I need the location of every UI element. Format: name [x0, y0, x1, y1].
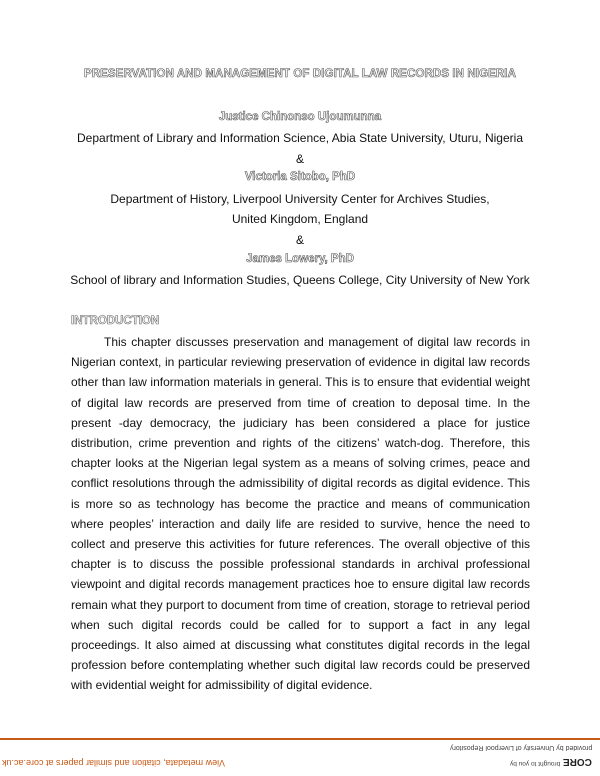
author-separator-1: & [295, 152, 304, 166]
repository-provider-text: provided by University of Liverpool Repository [449, 744, 592, 751]
author-affiliation-1: Department of Library and Information Science, Abia State University, Uturu, Nigeria [77, 131, 523, 145]
author-affiliation-3: School of library and Information Studies, Queens College, City University of New York [70, 273, 530, 287]
introduction-paragraph: This chapter discusses preservation and management of digital law records in Nigerian context, in particular reviewing preservation of evidence in digital law records other than law information materials in general. This is to ensure that evidential weight of digital law records are preserved from time of creation to deposal time. In the present -day democracy, the judiciary has been considered a place for justice distribution, crime prevention and rights of the citizens’ watch-dog. Therefore, this chapter looks at the Nigerian legal system as a means of solving crimes, peace and conflict resolutions through the admissibility of digital records as digital evidence. This is more so as technology has become the practice and means of communication where peoples’ interaction and daily life are resided to survive, hence the need to collect and preserve this activities for future references. The overall objective of this chapter is to discuss the possible professional standards in archival professional viewpoint and digital records management practices hoe to ensure digital law records remain what they purport to document from time of creation, storage to retrieval period when such digital records could be called for to support a fact in any legal proceedings. It also aimed at discussing what constitutes digital records in the legal profession before contemplating whether such digital law records could be preserved with evidential weight for admissibility of digital evidence. [71, 335, 530, 693]
core-metadata-link[interactable]: View metadata, citation and similar papers at core.ac.uk [2, 758, 225, 768]
footer-divider [0, 738, 600, 740]
author-name-3: James Lowery, PhD [246, 253, 354, 265]
author-name-2: Victoria Sitobo, PhD [244, 171, 356, 183]
author-affiliation-2-line-2: United Kingdom, England [231, 212, 369, 226]
core-logo[interactable]: CORE [563, 756, 592, 767]
author-name-1: Justice Chinonso Ujoumunna [218, 111, 382, 123]
section-heading-introduction: INTRODUCTION [71, 315, 160, 327]
author-separator-2: & [295, 233, 304, 247]
author-affiliation-2-line-1: Department of History, Liverpool University Center for Archives Studies, [110, 192, 490, 206]
brought-by-text: brought to you by [509, 760, 560, 767]
paper-title: PRESERVATION AND MANAGEMENT OF DIGITAL LAW RECORDS IN NIGERIA [83, 68, 517, 80]
